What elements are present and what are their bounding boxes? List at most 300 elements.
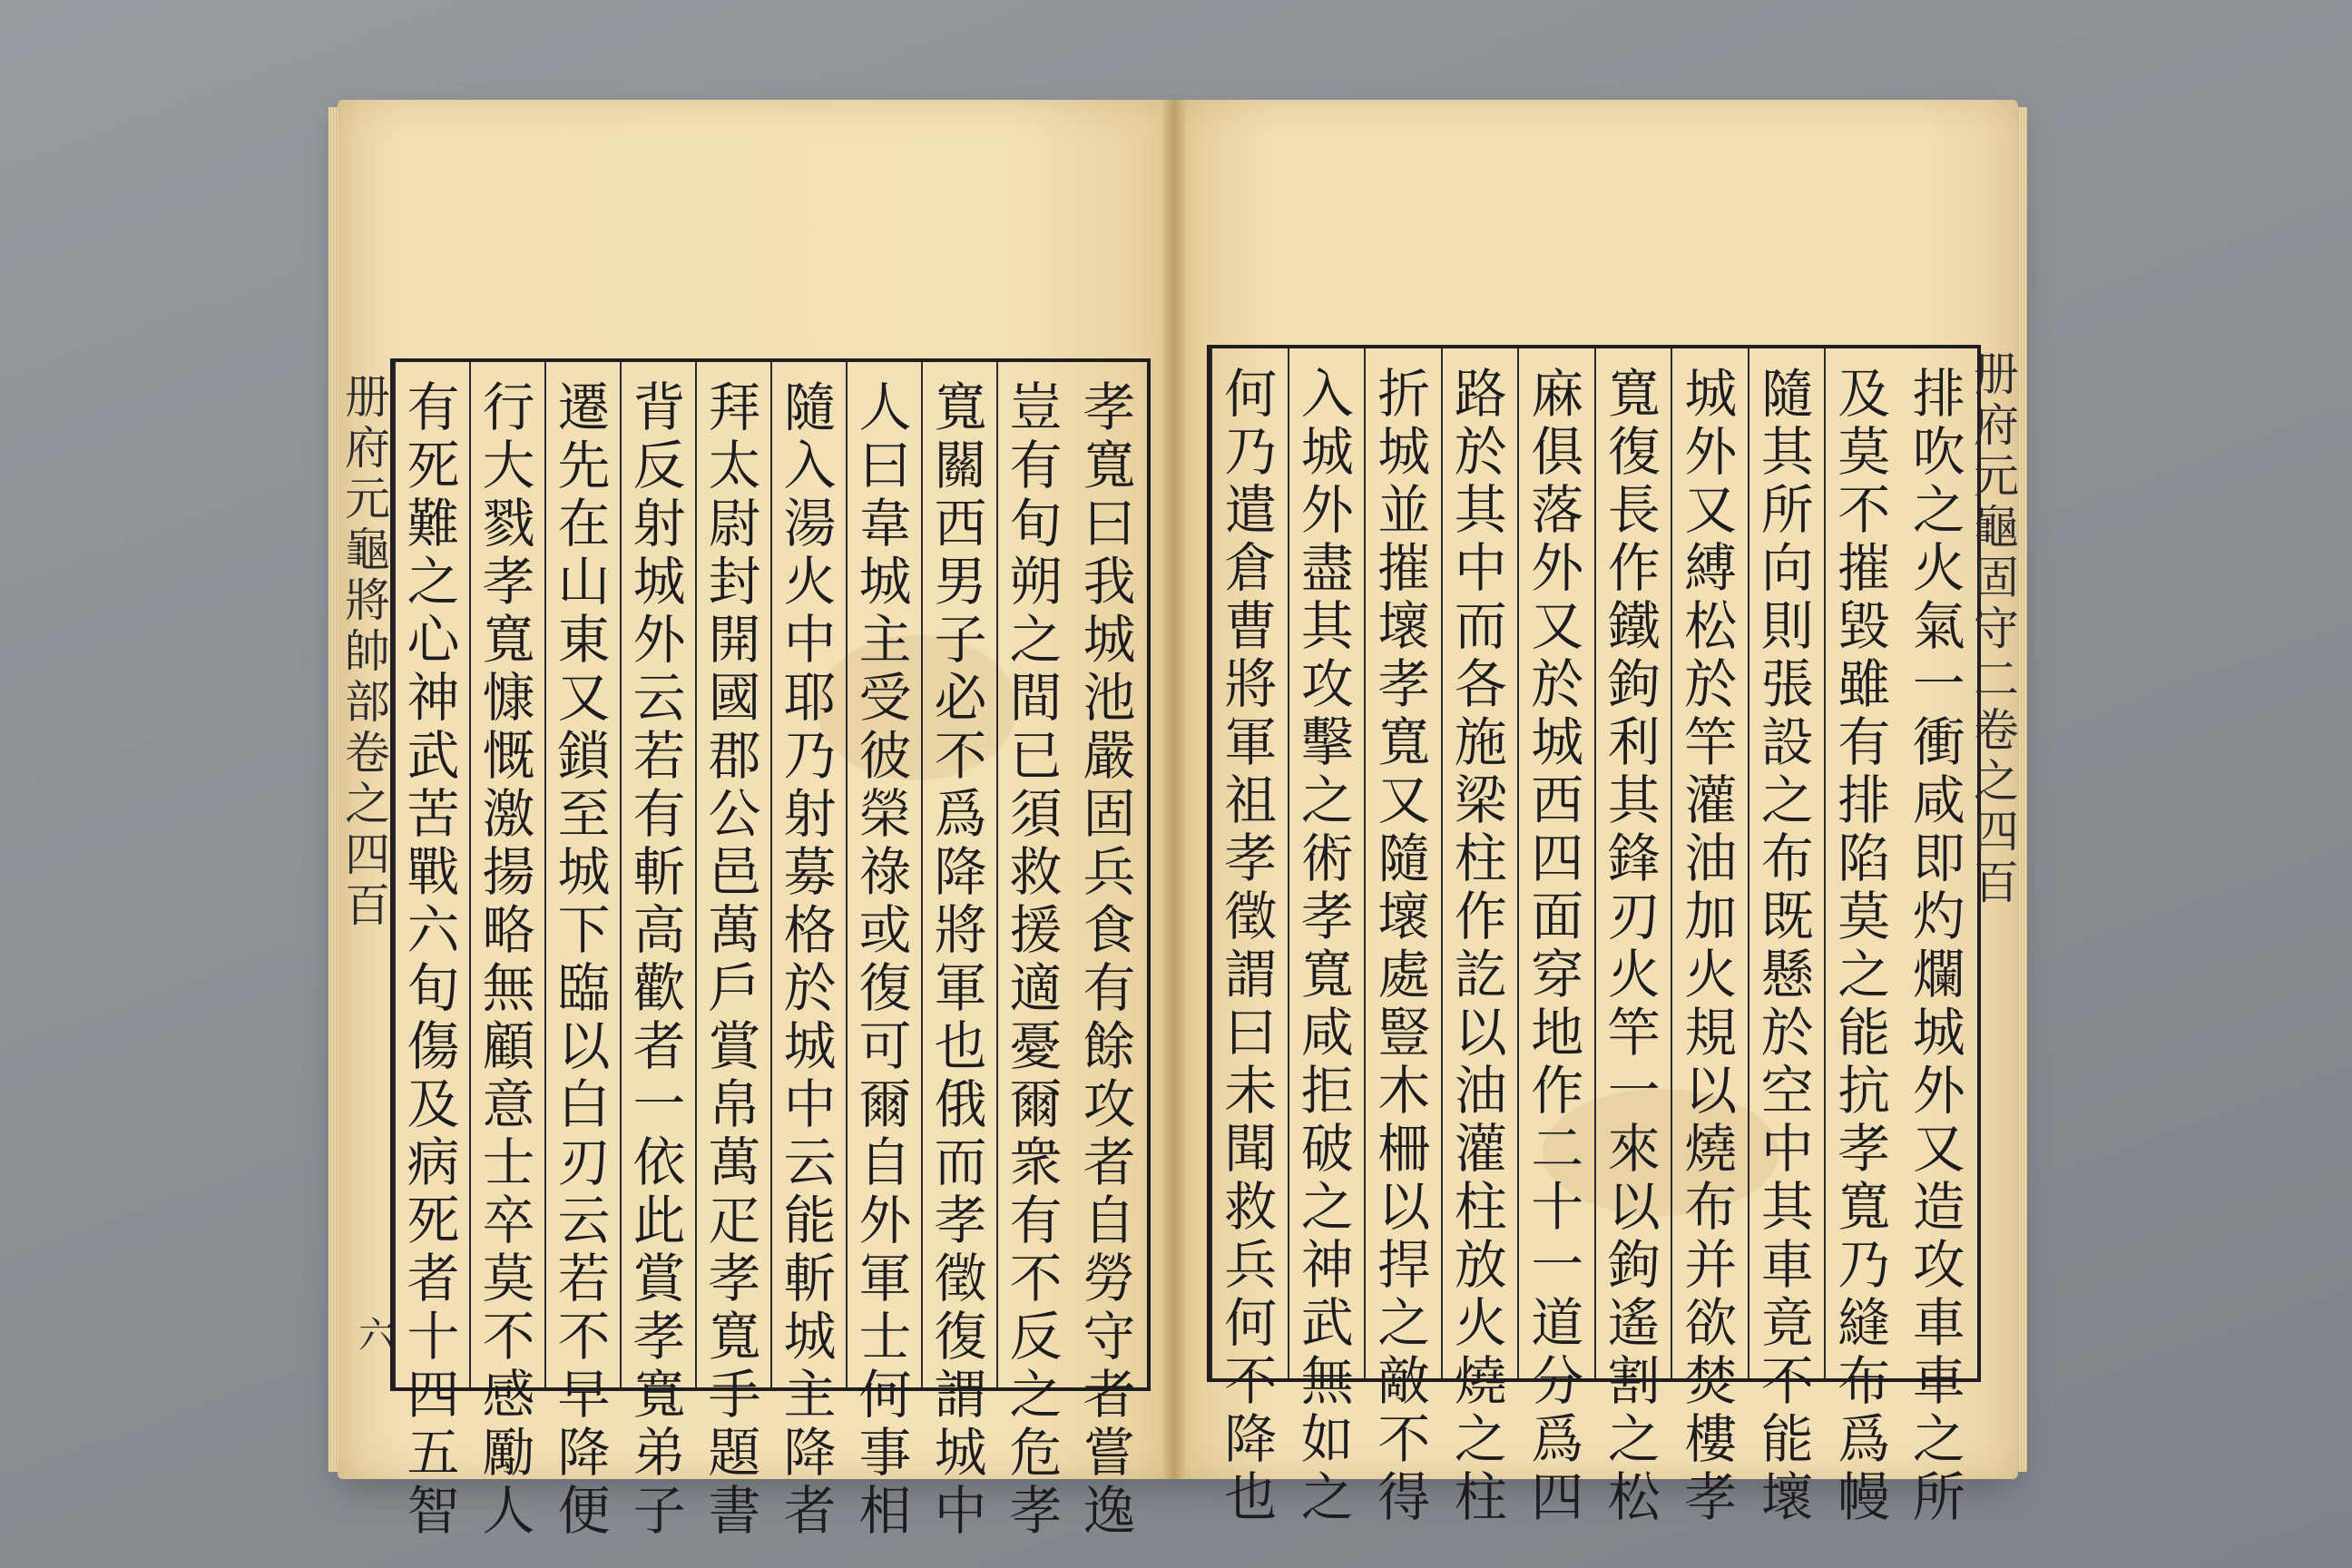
margin-character: 册 xyxy=(345,371,390,424)
character: 適 xyxy=(1009,957,1063,1019)
character: 咸 xyxy=(1300,1002,1354,1063)
character: 柱 xyxy=(1454,1466,1507,1528)
text-column xyxy=(394,362,471,1542)
character: 不 xyxy=(557,1306,611,1367)
character: 孝 xyxy=(1684,1466,1738,1528)
character: 施 xyxy=(1454,711,1507,773)
margin-character: 元 xyxy=(1974,450,2019,503)
character: 遙 xyxy=(1607,1292,1661,1354)
character: 各 xyxy=(1454,653,1507,715)
character: 射 xyxy=(783,783,837,845)
character: 於 xyxy=(783,957,837,1019)
character: 又 xyxy=(1912,1118,1965,1180)
character: 孝 xyxy=(1300,886,1354,947)
character: 城 xyxy=(1531,711,1584,773)
character: 一 xyxy=(1531,1234,1584,1296)
character: 所 xyxy=(1760,479,1814,541)
character: 向 xyxy=(1760,537,1814,599)
character: 復 xyxy=(858,957,912,1019)
character: 地 xyxy=(1531,1002,1584,1063)
character: 竿 xyxy=(1684,711,1738,773)
character: 竿 xyxy=(1607,1002,1661,1063)
character: 湯 xyxy=(783,493,837,554)
character: 放 xyxy=(1454,1234,1507,1296)
character: 以 xyxy=(1607,1176,1661,1238)
text-column xyxy=(1671,348,1749,1528)
character: 死 xyxy=(407,435,460,496)
character: 孝 xyxy=(1224,828,1278,889)
character: 死 xyxy=(407,1190,460,1251)
character: 所 xyxy=(1912,1466,1965,1528)
character: 封 xyxy=(708,551,761,612)
character: 城 xyxy=(1684,363,1738,425)
character: 一 xyxy=(632,1073,686,1135)
character: 聞 xyxy=(1224,1118,1278,1180)
character: 餘 xyxy=(1083,1015,1136,1077)
character: 術 xyxy=(1300,828,1354,889)
character: 布 xyxy=(1684,1176,1738,1238)
character: 木 xyxy=(1377,1060,1431,1122)
text-column xyxy=(544,362,622,1542)
character: 以 xyxy=(1454,1002,1507,1063)
character: 梁 xyxy=(1454,769,1507,831)
character: 有 xyxy=(1838,711,1891,773)
character: 之 xyxy=(1300,1466,1354,1528)
character: 隨 xyxy=(1377,828,1431,889)
character: 排 xyxy=(1838,769,1891,831)
margin-character: 固 xyxy=(1974,552,2019,604)
book-spine xyxy=(1163,100,1185,1479)
character: 城 xyxy=(1377,421,1431,483)
character: 將 xyxy=(1224,653,1278,715)
character: 攻 xyxy=(1083,1073,1136,1135)
character: 摧 xyxy=(1838,537,1891,599)
character: 卒 xyxy=(482,1190,535,1251)
character: 縫 xyxy=(1838,1292,1891,1354)
character: 謂 xyxy=(934,1364,987,1426)
text-column xyxy=(695,362,772,1542)
character: 氣 xyxy=(1912,595,1965,657)
character: 於 xyxy=(1684,653,1738,715)
margin-character: 之 xyxy=(345,778,390,830)
character: 復 xyxy=(934,1306,987,1367)
character: 城 xyxy=(1083,609,1136,671)
character: 武 xyxy=(407,725,460,787)
character: 不 xyxy=(1838,479,1891,541)
margin-character: 四 xyxy=(1974,806,2019,858)
character: 書 xyxy=(708,1480,761,1542)
character: 格 xyxy=(783,899,837,961)
character: 鎖 xyxy=(557,725,611,787)
character: 池 xyxy=(1083,667,1136,729)
character: 外 xyxy=(1684,421,1738,483)
character: 行 xyxy=(482,377,535,438)
character: 乃 xyxy=(783,725,837,787)
character: 柵 xyxy=(1377,1118,1431,1180)
character: 中 xyxy=(783,1073,837,1135)
character: 柱 xyxy=(1454,828,1507,889)
character: 孝 xyxy=(632,1306,686,1367)
character: 援 xyxy=(1009,899,1063,961)
character: 依 xyxy=(632,1132,686,1193)
character: 寬 xyxy=(1607,363,1661,425)
character: 西 xyxy=(1531,769,1584,831)
left-text-frame xyxy=(390,358,1151,1542)
character: 之 xyxy=(407,551,460,612)
character: 已 xyxy=(1009,725,1063,787)
character: 之 xyxy=(1838,944,1891,1005)
character: 懸 xyxy=(1760,944,1814,1005)
character: 寬 xyxy=(1377,711,1431,773)
margin-character: 卷 xyxy=(345,727,390,779)
character: 盡 xyxy=(1300,537,1354,599)
character: 顧 xyxy=(482,1015,535,1077)
margin-character: 四 xyxy=(345,828,390,881)
folio-number: 六 xyxy=(358,1315,395,1357)
character: 軍 xyxy=(1224,711,1278,773)
character: 入 xyxy=(1300,363,1354,425)
character: 孝 xyxy=(1083,377,1136,438)
character: 之 xyxy=(1760,769,1814,831)
character: 四 xyxy=(407,1364,460,1426)
character: 苦 xyxy=(407,783,460,845)
character: 油 xyxy=(1684,828,1738,889)
character: 之 xyxy=(1009,609,1063,671)
character: 高 xyxy=(632,899,686,961)
character: 拒 xyxy=(1300,1060,1354,1122)
character: 山 xyxy=(557,551,611,612)
character: 救 xyxy=(1224,1176,1278,1238)
character: 麻 xyxy=(1531,363,1584,425)
character: 嘗 xyxy=(1083,1422,1136,1484)
character: 爲 xyxy=(934,783,987,845)
character: 捍 xyxy=(1377,1234,1431,1296)
character: 城 xyxy=(783,1306,837,1367)
character: 自 xyxy=(858,1132,912,1193)
character: 柱 xyxy=(1454,1176,1507,1238)
character: 以 xyxy=(557,1015,611,1077)
character: 能 xyxy=(1838,1002,1891,1063)
character: 太 xyxy=(708,435,761,496)
character: 莫 xyxy=(1838,886,1891,947)
character: 子 xyxy=(934,609,987,671)
character: 感 xyxy=(482,1364,535,1426)
text-column xyxy=(1441,348,1520,1528)
character: 俱 xyxy=(1531,421,1584,483)
character: 爲 xyxy=(1531,1408,1584,1470)
character: 榮 xyxy=(858,783,912,845)
character: 中 xyxy=(1760,1118,1814,1180)
character: 開 xyxy=(708,609,761,671)
text-column xyxy=(1748,348,1827,1528)
character: 有 xyxy=(1009,435,1063,496)
character: 西 xyxy=(934,493,987,554)
character: 毀 xyxy=(1838,595,1891,657)
character: 乃 xyxy=(1224,421,1278,483)
character: 無 xyxy=(482,957,535,1019)
character: 武 xyxy=(1300,1292,1354,1354)
character: 樓 xyxy=(1684,1408,1738,1470)
text-column xyxy=(1517,348,1596,1528)
character: 手 xyxy=(708,1364,761,1426)
character: 而 xyxy=(934,1132,987,1193)
margin-character: 將 xyxy=(345,574,390,627)
character: 云 xyxy=(632,667,686,729)
margin-character: 元 xyxy=(345,473,390,525)
character: 有 xyxy=(407,377,460,438)
character: 灼 xyxy=(1912,886,1965,947)
character: 灌 xyxy=(1684,769,1738,831)
character: 折 xyxy=(1377,363,1431,425)
character: 自 xyxy=(1083,1190,1136,1251)
character: 固 xyxy=(1083,783,1136,845)
character: 衝 xyxy=(1912,711,1965,773)
margin-character: 部 xyxy=(345,676,390,729)
character: 耶 xyxy=(783,667,837,729)
character: 如 xyxy=(1300,1408,1354,1470)
character: 作 xyxy=(1454,886,1507,947)
character: 背 xyxy=(632,377,686,438)
character: 曰 xyxy=(1224,1002,1278,1063)
character: 雖 xyxy=(1838,653,1891,715)
character: 火 xyxy=(1607,944,1661,1005)
character: 竟 xyxy=(1760,1292,1814,1354)
character: 造 xyxy=(1912,1176,1965,1238)
character: 戮 xyxy=(482,493,535,554)
character: 難 xyxy=(407,493,460,554)
character: 其 xyxy=(1760,421,1814,483)
character: 爲 xyxy=(1838,1408,1891,1470)
character: 兵 xyxy=(1224,1234,1278,1296)
character: 勞 xyxy=(1083,1248,1136,1309)
character: 遣 xyxy=(1224,479,1278,541)
character: 祿 xyxy=(858,841,912,903)
character: 此 xyxy=(632,1190,686,1251)
character: 勵 xyxy=(482,1422,535,1484)
character: 又 xyxy=(1684,479,1738,541)
character: 關 xyxy=(934,435,987,496)
character: 孝 xyxy=(1377,653,1431,715)
character: 外 xyxy=(858,1190,912,1251)
character: 作 xyxy=(1607,537,1661,599)
character: 韋 xyxy=(858,493,912,554)
character: 至 xyxy=(557,783,611,845)
character: 下 xyxy=(557,899,611,961)
character: 帛 xyxy=(708,1073,761,1135)
character: 相 xyxy=(858,1480,912,1542)
character: 將 xyxy=(934,899,987,961)
character: 規 xyxy=(1684,1002,1738,1063)
character: 臨 xyxy=(557,957,611,1019)
character: 燒 xyxy=(1454,1350,1507,1412)
character: 降 xyxy=(1224,1408,1278,1470)
text-column xyxy=(996,362,1073,1542)
character: 於 xyxy=(1760,1002,1814,1063)
character: 壞 xyxy=(1377,886,1431,947)
character: 鉤 xyxy=(1607,1234,1661,1296)
character: 城 xyxy=(783,1015,837,1077)
character: 兵 xyxy=(1083,841,1136,903)
character: 旬 xyxy=(1009,493,1063,554)
character: 孝 xyxy=(1009,1480,1063,1542)
character: 而 xyxy=(1454,595,1507,657)
character: 擊 xyxy=(1300,711,1354,773)
character: 主 xyxy=(858,609,912,671)
character: 之 xyxy=(1912,1408,1965,1470)
character: 者 xyxy=(1083,1132,1136,1193)
character: 人 xyxy=(482,1480,535,1542)
character: 孝 xyxy=(1838,1118,1891,1180)
character: 處 xyxy=(1377,944,1431,1005)
character: 隨 xyxy=(783,377,837,438)
character: 敵 xyxy=(1377,1350,1431,1412)
character: 有 xyxy=(632,783,686,845)
character: 壞 xyxy=(1377,595,1431,657)
text-column xyxy=(620,362,697,1542)
character: 設 xyxy=(1760,711,1814,773)
character: 能 xyxy=(1760,1408,1814,1470)
character: 可 xyxy=(858,1015,912,1077)
character: 未 xyxy=(1224,1060,1278,1122)
character: 憂 xyxy=(1009,1015,1063,1077)
character: 略 xyxy=(482,899,535,961)
character: 不 xyxy=(1760,1350,1814,1412)
character: 莫 xyxy=(482,1248,535,1309)
character: 士 xyxy=(482,1132,535,1193)
margin-character: 府 xyxy=(345,422,390,475)
character: 弟 xyxy=(632,1422,686,1484)
left-margin-title xyxy=(345,372,390,931)
margin-character: 府 xyxy=(1974,399,2019,452)
character: 攻 xyxy=(1912,1234,1965,1296)
character: 寬 xyxy=(1838,1176,1891,1238)
text-column xyxy=(1288,348,1367,1528)
character: 十 xyxy=(1531,1176,1584,1238)
character: 曰 xyxy=(1083,493,1136,554)
character: 嚴 xyxy=(1083,725,1136,787)
character: 城 xyxy=(934,1422,987,1484)
character: 彼 xyxy=(858,725,912,787)
character: 無 xyxy=(1300,1350,1354,1412)
character: 白 xyxy=(557,1073,611,1135)
character: 鉤 xyxy=(1607,653,1661,715)
character: 縛 xyxy=(1684,537,1738,599)
character: 咸 xyxy=(1912,769,1965,831)
margin-character: 帥 xyxy=(345,625,390,678)
character: 受 xyxy=(858,667,912,729)
character: 外 xyxy=(1300,479,1354,541)
text-column xyxy=(1364,348,1443,1528)
character: 外 xyxy=(1912,1060,1965,1122)
character: 油 xyxy=(1454,1060,1507,1122)
character: 穿 xyxy=(1531,944,1584,1005)
character: 徵 xyxy=(1224,886,1278,947)
character: 先 xyxy=(557,435,611,496)
character: 祖 xyxy=(1224,769,1278,831)
character: 乃 xyxy=(1838,1234,1891,1296)
character: 間 xyxy=(1009,667,1063,729)
character: 吹 xyxy=(1912,421,1965,483)
character: 何 xyxy=(858,1364,912,1426)
character: 城 xyxy=(1912,1002,1965,1063)
character: 復 xyxy=(1607,421,1661,483)
right-text-frame xyxy=(1207,345,1981,1528)
character: 不 xyxy=(934,725,987,787)
character: 萬 xyxy=(708,899,761,961)
character: 松 xyxy=(1607,1466,1661,1528)
text-column xyxy=(1594,348,1673,1528)
character: 有 xyxy=(1009,1190,1063,1251)
character: 火 xyxy=(1684,944,1738,1005)
character: 慷 xyxy=(482,667,535,729)
character: 云 xyxy=(557,1190,611,1251)
character: 既 xyxy=(1760,886,1814,947)
character: 入 xyxy=(783,435,837,496)
character: 守 xyxy=(1083,1306,1136,1367)
character: 病 xyxy=(407,1132,460,1193)
character: 東 xyxy=(557,609,611,671)
character: 一 xyxy=(1607,1060,1661,1122)
character: 十 xyxy=(407,1306,460,1367)
character: 五 xyxy=(407,1422,460,1484)
character: 燒 xyxy=(1684,1118,1738,1180)
character: 隨 xyxy=(1760,363,1814,425)
character: 疋 xyxy=(708,1190,761,1251)
character: 萬 xyxy=(708,1132,761,1193)
character: 及 xyxy=(407,1073,460,1135)
character: 募 xyxy=(783,841,837,903)
character: 食 xyxy=(1083,899,1136,961)
character: 郡 xyxy=(708,725,761,787)
character: 激 xyxy=(482,783,535,845)
character: 軍 xyxy=(858,1248,912,1309)
margin-character: 之 xyxy=(1974,755,2019,808)
character: 道 xyxy=(1531,1292,1584,1354)
character: 鋒 xyxy=(1607,828,1661,889)
character: 者 xyxy=(407,1248,460,1309)
character: 斬 xyxy=(632,841,686,903)
character: 尉 xyxy=(708,493,761,554)
character: 何 xyxy=(1224,363,1278,425)
margin-character: 龜 xyxy=(1974,501,2019,554)
character: 也 xyxy=(1224,1466,1278,1528)
character: 布 xyxy=(1760,828,1814,889)
character: 訖 xyxy=(1454,944,1507,1005)
character: 歡 xyxy=(632,957,686,1019)
character: 一 xyxy=(1912,653,1965,715)
character: 城 xyxy=(632,551,686,612)
character: 曹 xyxy=(1224,595,1278,657)
character: 其 xyxy=(1300,595,1354,657)
character: 張 xyxy=(1760,653,1814,715)
text-column xyxy=(1072,362,1147,1542)
character: 得 xyxy=(1377,1466,1431,1528)
character: 爾 xyxy=(1009,1073,1063,1135)
character: 俄 xyxy=(934,1073,987,1135)
text-column xyxy=(1901,348,1978,1528)
character: 豎 xyxy=(1377,1002,1431,1063)
character: 射 xyxy=(632,493,686,554)
character: 我 xyxy=(1083,551,1136,612)
character: 火 xyxy=(1912,537,1965,599)
character: 神 xyxy=(1300,1234,1354,1296)
character: 子 xyxy=(632,1480,686,1542)
character: 人 xyxy=(858,377,912,438)
text-column xyxy=(1824,348,1903,1528)
character: 危 xyxy=(1009,1422,1063,1484)
character: 刃 xyxy=(1607,886,1661,947)
character: 斬 xyxy=(783,1248,837,1309)
